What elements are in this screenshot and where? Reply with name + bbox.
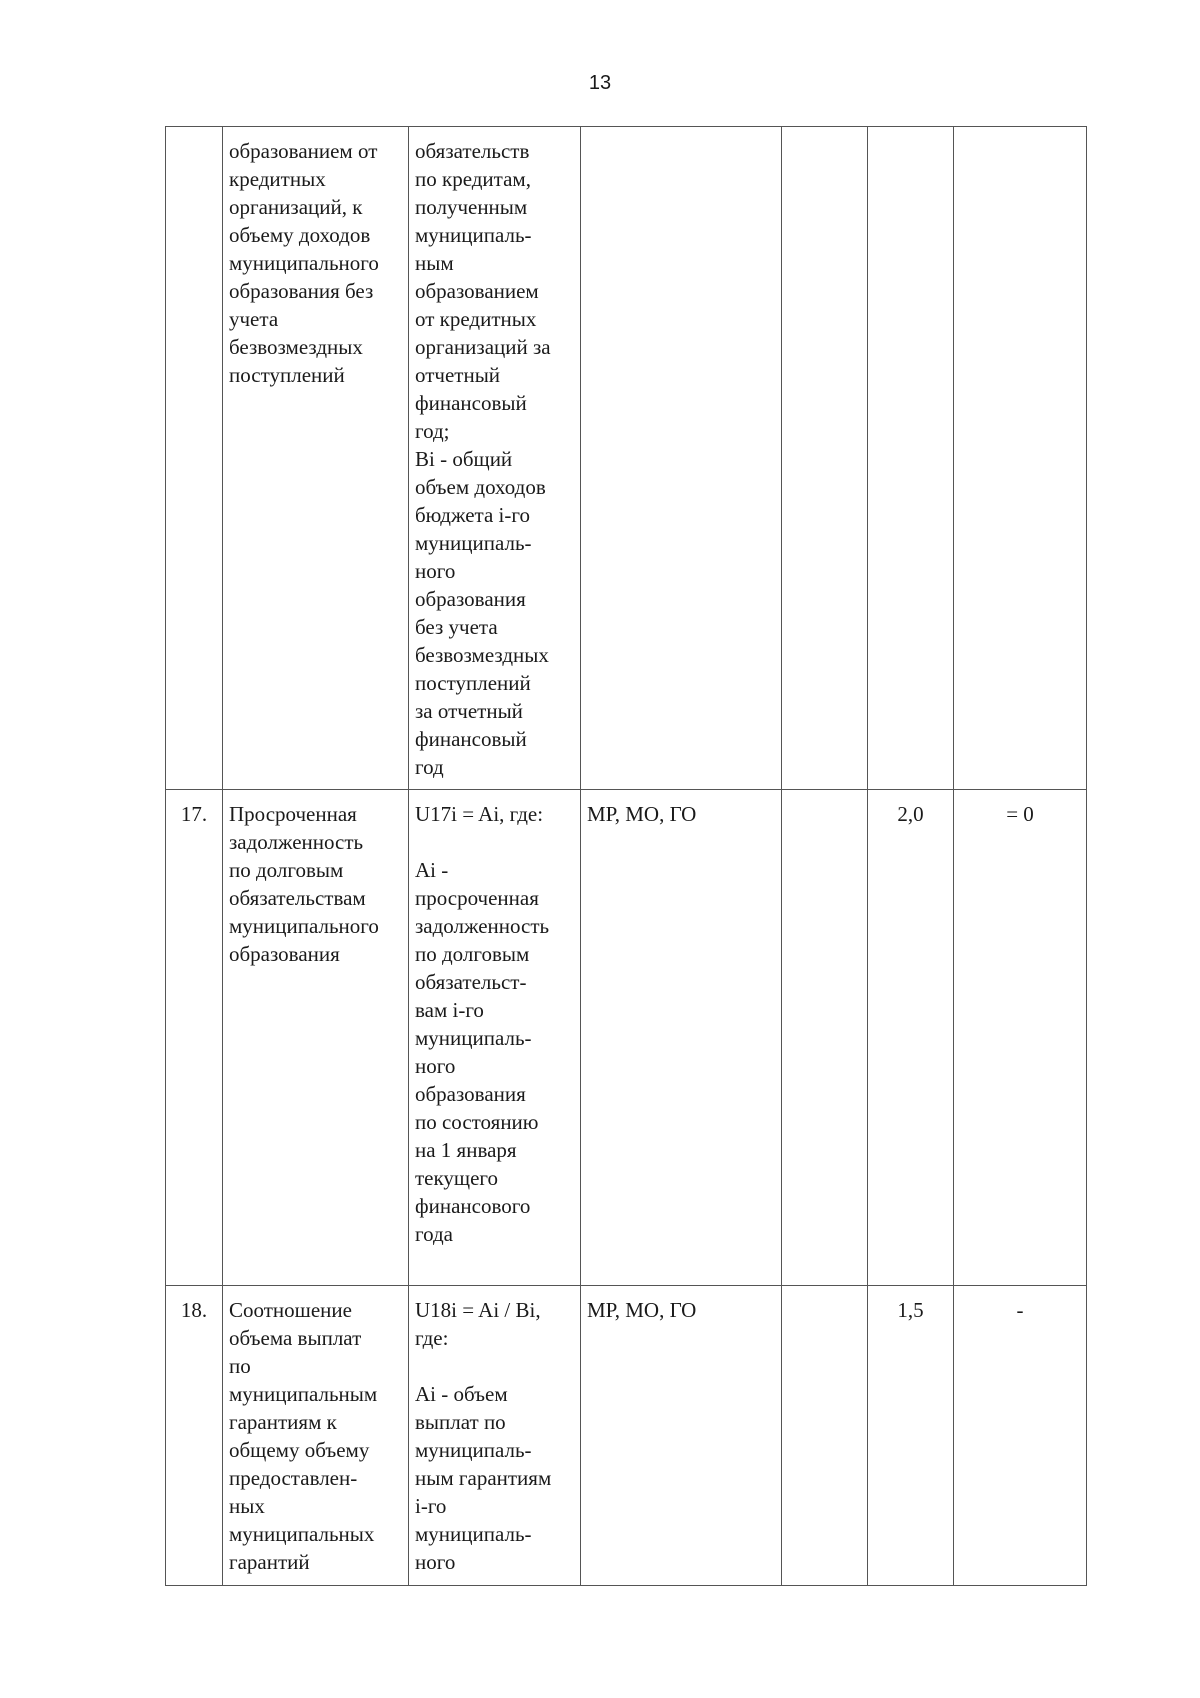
formula-line: по состоянию xyxy=(415,1110,539,1134)
indicator-name-cell xyxy=(223,1286,409,1586)
applies-to-cell xyxy=(581,790,782,1286)
table-row xyxy=(166,127,1087,790)
table-row xyxy=(166,1286,1087,1586)
row-number: 17. xyxy=(180,802,208,826)
indicator-name-line: муниципальных xyxy=(229,1522,375,1546)
indicator-name-line: предоставлен- xyxy=(229,1466,358,1490)
weight-cell xyxy=(868,127,954,790)
formula-line: муниципаль- xyxy=(415,1522,532,1546)
formula-line: муниципаль- xyxy=(415,1026,532,1050)
formula-line: безвозмездных xyxy=(415,643,549,667)
formula-line: муниципаль- xyxy=(415,1438,532,1462)
formula-line: год xyxy=(415,755,444,779)
formula-line: текущего xyxy=(415,1166,498,1190)
threshold-value: = 0 xyxy=(1006,802,1034,826)
threshold-cell xyxy=(954,127,1087,790)
indicator-name-line: образования xyxy=(229,942,340,966)
col5-cell xyxy=(782,127,868,790)
formula-line: год; xyxy=(415,419,450,443)
weight-value: 1,5 xyxy=(897,1298,924,1322)
formula-line: финансовый xyxy=(415,727,527,751)
formula-line: года xyxy=(415,1222,453,1246)
formula-line: на 1 января xyxy=(415,1138,517,1162)
indicator-name-line: гарантиям к xyxy=(229,1410,337,1434)
formula-line: отчетный xyxy=(415,363,501,387)
formula-line: образования xyxy=(415,1082,526,1106)
indicator-name-line: Просроченная xyxy=(229,802,357,826)
threshold-cell xyxy=(954,1286,1087,1586)
indicator-name-cell xyxy=(223,790,409,1286)
indicator-name-line: образованием от xyxy=(229,139,378,163)
formula-gap xyxy=(415,828,574,856)
threshold-cell xyxy=(954,790,1087,1286)
formula-line: от кредитных xyxy=(415,307,537,331)
applies-to-cell xyxy=(581,1286,782,1586)
formula-line: бюджета i-го xyxy=(415,503,530,527)
row-number: 18. xyxy=(180,1298,208,1322)
indicator-name-line: учета xyxy=(229,307,279,331)
indicators-table xyxy=(165,126,1087,1586)
formula-line: организаций за xyxy=(415,335,551,359)
indicator-name-line: организаций, к xyxy=(229,195,363,219)
formula-line: Ai - объем xyxy=(415,1382,508,1406)
formula-line: Ai - xyxy=(415,858,449,882)
indicator-name-line: гарантий xyxy=(229,1550,310,1574)
indicator-name-line: задолженность xyxy=(229,830,364,854)
row-number-cell xyxy=(166,1286,223,1586)
indicator-name-line: общему объему xyxy=(229,1438,370,1462)
indicator-name-line: Соотношение xyxy=(229,1298,352,1322)
formula-line: задолженность xyxy=(415,914,550,938)
indicator-name-line: по xyxy=(229,1354,251,1378)
formula-line: по кредитам, xyxy=(415,167,531,191)
formula-line: обязательств xyxy=(415,139,530,163)
indicator-name-line: муниципальным xyxy=(229,1382,378,1406)
formula-line: ного xyxy=(415,1550,456,1574)
indicator-name-line: безвозмездных xyxy=(229,335,363,359)
applies-to: МР, МО, ГО xyxy=(587,1298,697,1322)
indicator-name-line: объему доходов xyxy=(229,223,371,247)
formula-gap xyxy=(415,1352,574,1380)
formula-cell xyxy=(409,790,581,1286)
indicator-name-line: кредитных xyxy=(229,167,326,191)
formula-line: без учета xyxy=(415,615,498,639)
formula-line: ным гарантиям xyxy=(415,1466,552,1490)
indicator-name-line: поступлений xyxy=(229,363,345,387)
formula-line: Bi - общий xyxy=(415,447,513,471)
table-row xyxy=(166,790,1087,1286)
formula-line: поступлений xyxy=(415,671,531,695)
page-number: 13 xyxy=(588,72,612,94)
indicator-name-line: обязательствам xyxy=(229,886,366,910)
indicator-name-line: объема выплат xyxy=(229,1326,362,1350)
formula-line: просроченная xyxy=(415,886,539,910)
row-number-cell xyxy=(166,790,223,1286)
threshold-value: - xyxy=(1016,1298,1024,1322)
formula-line: финансовый xyxy=(415,391,527,415)
formula-line: ного xyxy=(415,559,456,583)
indicator-name-cell xyxy=(223,127,409,790)
formula-cell xyxy=(409,1286,581,1586)
col5-cell xyxy=(782,1286,868,1586)
weight-cell xyxy=(868,790,954,1286)
applies-to-cell xyxy=(581,127,782,790)
formula-line: ного xyxy=(415,1054,456,1078)
weight-value: 2,0 xyxy=(897,802,924,826)
formula-line: полученным xyxy=(415,195,528,219)
formula-lead-line: U17i = Ai, где: xyxy=(415,802,544,826)
formula-line: по долговым xyxy=(415,942,530,966)
formula-line: образованием xyxy=(415,279,539,303)
formula-line: выплат по xyxy=(415,1410,506,1434)
indicator-name-line: ных xyxy=(229,1494,265,1518)
formula-line: ным xyxy=(415,251,454,275)
formula-cell xyxy=(409,127,581,790)
row-number-cell xyxy=(166,127,223,790)
formula-line: i-го xyxy=(415,1494,447,1518)
formula-lead-line: где: xyxy=(415,1326,449,1350)
formula-line: финансового xyxy=(415,1194,531,1218)
formula-line: за отчетный xyxy=(415,699,523,723)
formula-line: образования xyxy=(415,587,526,611)
formula-lead-line: U18i = Ai / Bi, xyxy=(415,1298,541,1322)
formula-line: объем доходов xyxy=(415,475,546,499)
formula-line: муниципаль- xyxy=(415,223,532,247)
indicator-name-line: муниципального xyxy=(229,251,379,275)
formula-line: вам i-го xyxy=(415,998,484,1022)
indicator-name-line: образования без xyxy=(229,279,374,303)
indicator-name-line: по долговым xyxy=(229,858,344,882)
weight-cell xyxy=(868,1286,954,1586)
col5-cell xyxy=(782,790,868,1286)
indicator-name-line: муниципального xyxy=(229,914,379,938)
formula-line: обязательст- xyxy=(415,970,527,994)
formula-line: муниципаль- xyxy=(415,531,532,555)
applies-to: МР, МО, ГО xyxy=(587,802,697,826)
